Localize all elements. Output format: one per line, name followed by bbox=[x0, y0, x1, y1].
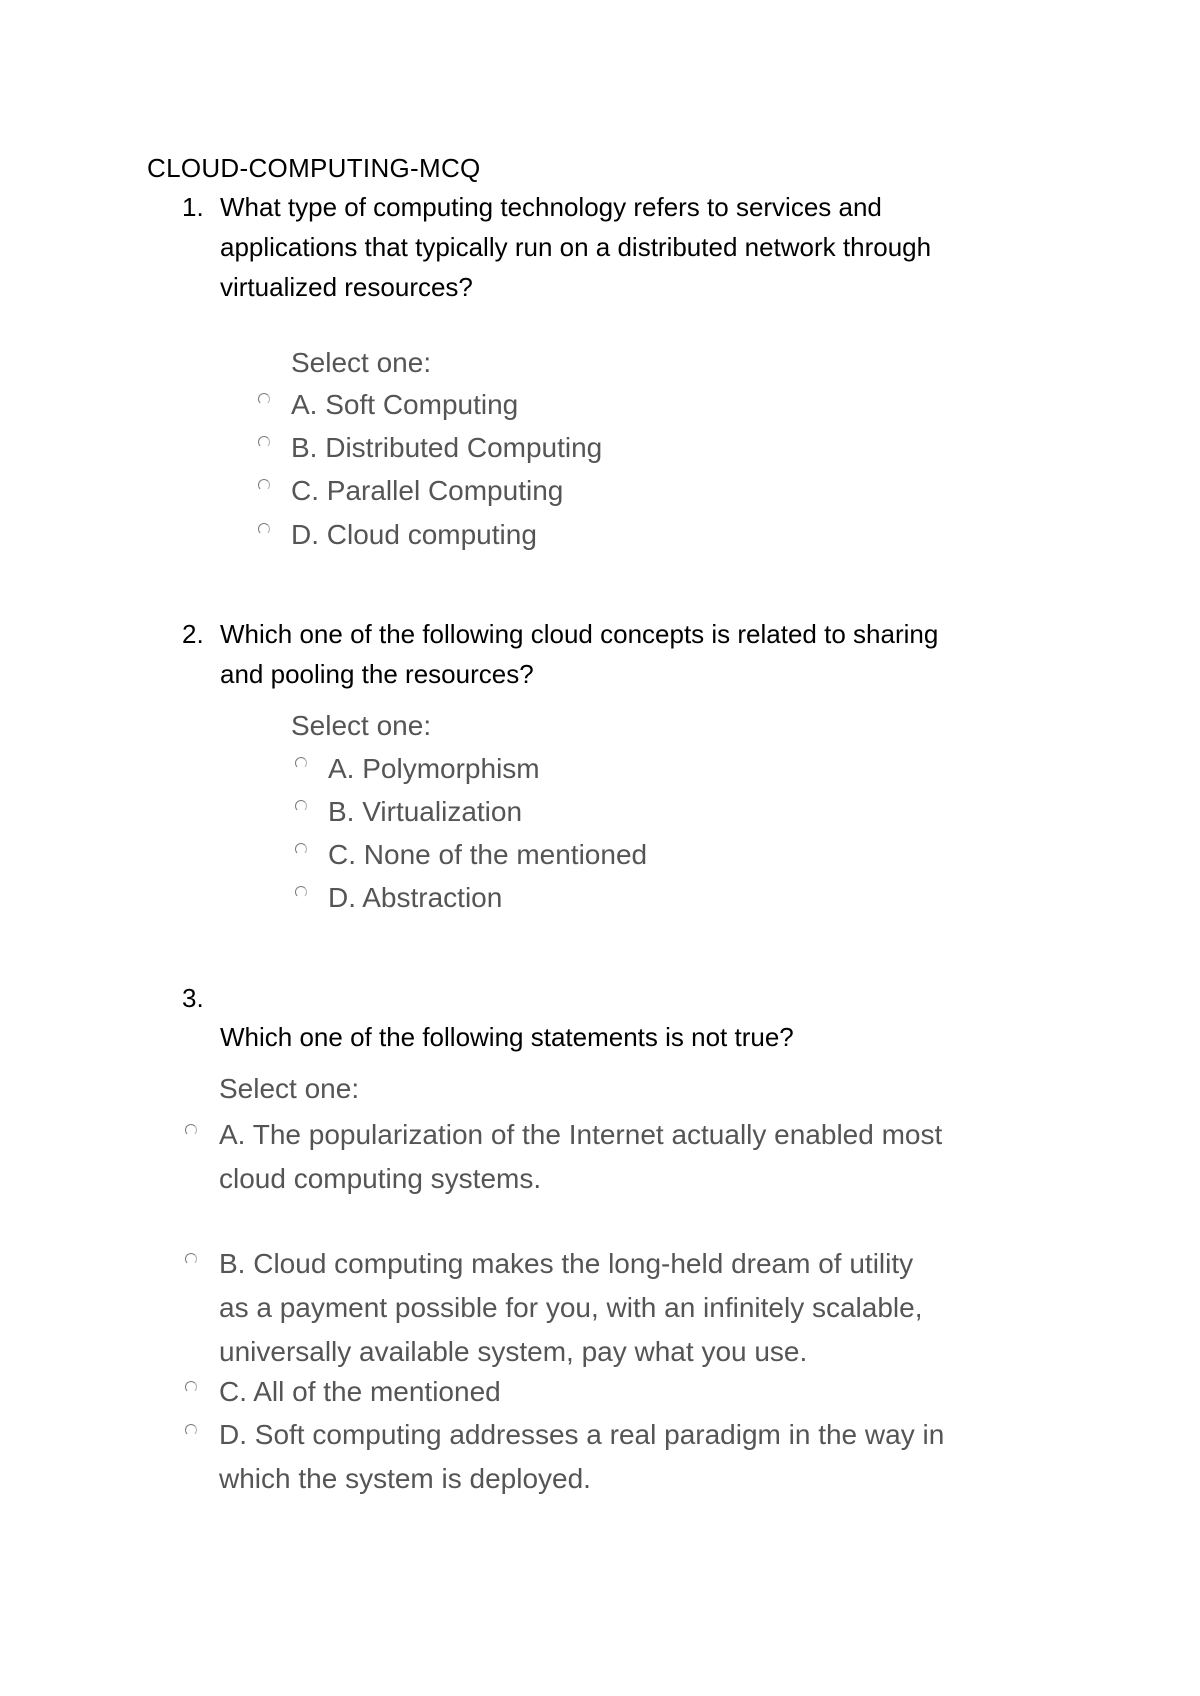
question-3-option-a-radio[interactable] bbox=[185, 1124, 197, 1136]
question-1-option-b[interactable] bbox=[291, 426, 602, 470]
question-1-select-label: Select one: bbox=[291, 347, 432, 378]
option-label: D. Abstraction bbox=[328, 882, 503, 913]
question-1-option-d-radio[interactable] bbox=[258, 523, 270, 535]
question-1-option-a[interactable] bbox=[291, 383, 518, 427]
question-1-option-b-radio[interactable] bbox=[258, 436, 270, 448]
option-label: D. Soft computing addresses a real paradigm in the way in bbox=[219, 1419, 945, 1450]
question-1-text-line: virtualized resources? bbox=[220, 272, 473, 302]
option-label: A. The popularization of the Internet actually enabled most bbox=[219, 1119, 943, 1150]
question-1-option-c[interactable] bbox=[291, 469, 563, 513]
option-label: B. Virtualization bbox=[328, 796, 523, 827]
question-3-text bbox=[220, 1017, 1070, 1057]
question-1-text bbox=[220, 187, 1070, 307]
question-2-option-a[interactable] bbox=[328, 747, 540, 791]
option-label: universally available system, pay what you use. bbox=[219, 1336, 808, 1367]
question-3-option-c-radio[interactable] bbox=[185, 1381, 197, 1393]
question-1-text-line: applications that typically run on a distributed network through bbox=[220, 232, 932, 262]
question-3-option-a[interactable] bbox=[219, 1113, 942, 1201]
question-1-option-a-radio[interactable] bbox=[258, 393, 270, 405]
question-2-option-b[interactable] bbox=[328, 790, 522, 834]
option-label: D. Cloud computing bbox=[291, 519, 537, 550]
document-title: CLOUD-COMPUTING-MCQ bbox=[147, 153, 481, 183]
option-label: B. Distributed Computing bbox=[291, 432, 603, 463]
question-3-select-label: Select one: bbox=[219, 1073, 360, 1104]
question-2-text-line: and pooling the resources? bbox=[220, 659, 534, 689]
question-3-number: 3. bbox=[182, 983, 204, 1013]
question-1-option-d[interactable] bbox=[291, 513, 537, 557]
option-label: C. None of the mentioned bbox=[328, 839, 648, 870]
question-2-select-label: Select one: bbox=[291, 710, 432, 741]
option-label: C. Parallel Computing bbox=[291, 475, 564, 506]
option-label: B. Cloud computing makes the long-held dream of utility bbox=[219, 1248, 914, 1279]
question-2-option-a-radio[interactable] bbox=[295, 757, 307, 769]
option-label: as a payment possible for you, with an infinitely scalable, bbox=[219, 1292, 923, 1323]
question-3-option-d-radio[interactable] bbox=[185, 1424, 197, 1436]
question-1-number: 1. bbox=[182, 192, 204, 222]
option-label: which the system is deployed. bbox=[219, 1463, 591, 1494]
question-3-option-d[interactable] bbox=[219, 1413, 944, 1501]
question-2-text-line: Which one of the following cloud concepts is related to sharing bbox=[220, 619, 939, 649]
question-2-option-c[interactable] bbox=[328, 833, 647, 877]
question-2-option-b-radio[interactable] bbox=[295, 800, 307, 812]
question-3-option-b[interactable] bbox=[219, 1242, 923, 1374]
question-2-text bbox=[220, 614, 1070, 694]
option-label: A. Soft Computing bbox=[291, 389, 519, 420]
question-3-text-line: Which one of the following statements is not true? bbox=[220, 1022, 794, 1052]
question-2-option-c-radio[interactable] bbox=[295, 843, 307, 855]
question-2-option-d[interactable] bbox=[328, 876, 502, 920]
question-2-number: 2. bbox=[182, 619, 204, 649]
option-label: cloud computing systems. bbox=[219, 1163, 542, 1194]
question-1-text-line: What type of computing technology refers to services and bbox=[220, 192, 882, 222]
question-3-option-b-radio[interactable] bbox=[185, 1253, 197, 1265]
question-2-option-d-radio[interactable] bbox=[295, 886, 307, 898]
option-label: C. All of the mentioned bbox=[219, 1376, 501, 1407]
question-1-option-c-radio[interactable] bbox=[258, 479, 270, 491]
question-3-option-c[interactable] bbox=[219, 1370, 501, 1414]
option-label: A. Polymorphism bbox=[328, 753, 540, 784]
